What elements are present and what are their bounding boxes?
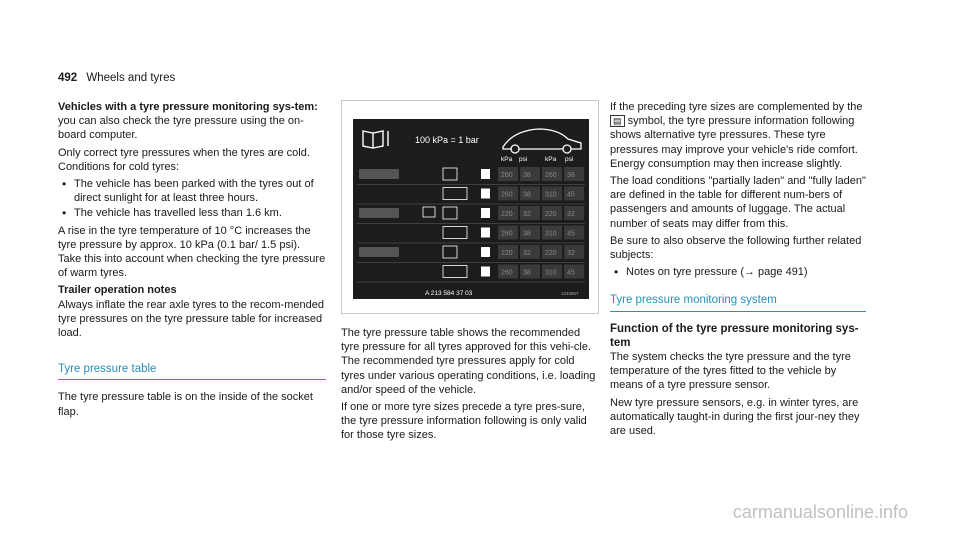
table-explanation-text: The tyre pressure table shows the recommended tyre pressure for all tyres approved for this vehi-cle. The recommended tyre pressures apply for cold tyres under various operating conditions, i.e. loading and/or speed of the vehicle.: [341, 327, 596, 396]
vehicles-paragraph: [58, 100, 326, 143]
list-item[interactable]: • Notes on tyre pressure (→ page 491): [610, 265, 866, 279]
page-number: 492: [58, 72, 78, 84]
pressure-value: 32: [523, 211, 531, 218]
label-header-text: 100 kPa = 1 bar: [415, 135, 479, 145]
pressure-value: 260: [501, 230, 513, 238]
pressure-value: 32: [567, 211, 575, 218]
luggage-icon: [481, 169, 490, 179]
tyre-sizes-text: If one or more tyre sizes precede a tyre pres-sure, the tyre pressure information following is only valid for those tyre sizes.: [341, 401, 587, 442]
monitoring-system-title: Tyre pressure monitoring system: [610, 293, 866, 311]
pressure-value: 260: [501, 191, 513, 199]
tyre-pressure-table-title: Tyre pressure table: [58, 362, 326, 380]
trailer-heading: Trailer operation notes: [58, 284, 177, 297]
luggage-icon: [481, 267, 490, 277]
trailer-text: Always inflate the rear axle tyres to the recom-mended tyre pressures on the tyre pressure table for increased load.: [58, 298, 324, 340]
luggage-icon: [481, 228, 490, 238]
pressure-value: 32: [567, 250, 575, 257]
tyre-size-placeholder: [359, 208, 399, 218]
further-subjects-text: Be sure to also observe the following further related subjects:: [610, 234, 862, 262]
column-left: [58, 100, 326, 422]
pressure-value: 38: [523, 269, 531, 277]
pressure-value: 32: [523, 250, 531, 257]
pressure-value: 310: [545, 191, 557, 199]
list-item: • The vehicle has travelled less than 1.6 km.: [58, 206, 326, 220]
pressure-value: 220: [501, 250, 513, 257]
pressure-value: 38: [523, 230, 531, 238]
tyre-pressure-label-image: [353, 119, 589, 299]
section-title: Wheels and tyres: [86, 72, 176, 84]
tyre-size-placeholder: [359, 247, 399, 257]
column-right: [610, 100, 866, 441]
pressure-value: 220: [501, 211, 513, 218]
unit-psi-rear: psi: [565, 156, 574, 163]
unit-kpa-front: kPa: [501, 156, 513, 163]
unit-kpa-rear: kPa: [545, 156, 557, 163]
related-subjects-list: [610, 265, 866, 279]
pressure-value: 45: [567, 191, 575, 199]
pressure-value: 260: [545, 172, 557, 179]
cold-tyre-conditions: [58, 177, 326, 221]
pressure-value: 45: [567, 230, 575, 238]
alternative-pressures-text: [610, 100, 866, 171]
pressure-value: 310: [545, 269, 557, 277]
image-code: 1234567: [561, 291, 579, 296]
function-heading: Function of the tyre pressure monitoring sys-tem: [610, 322, 859, 349]
column-middle: [341, 100, 599, 446]
tyre-size-placeholder: [359, 169, 399, 179]
comfort-symbol-icon: ▤: [610, 115, 625, 127]
function-text: The system checks the tyre pressure and the tyre temperature of the tyres fitted to the vehicle by means of a tyre pressure sensor.: [610, 351, 851, 392]
only-correct-text: Only correct tyre pressures when the tyres are cold. Conditions for cold tyres:: [58, 146, 310, 173]
luggage-icon: [481, 189, 490, 199]
pressure-value: 38: [523, 172, 531, 179]
list-item: • The vehicle has been parked with the tyres out of direct sunlight for at least three hours.: [58, 177, 326, 205]
pressure-value: 220: [545, 250, 557, 257]
load-conditions-text: The load conditions "partially laden" and "fully laden" are defined in the table for different num-bers of passengers and amounts of luggage. The actual number of seats may differ from this.: [610, 175, 866, 230]
temperature-rise-text: A rise in the tyre temperature of 10 °C increases the tyre pressure by approx. 10 kPa (0.1 bar/ 1.5 psi). Take this into account when checking the tyre pressure of warm tyres.: [58, 224, 326, 280]
pressure-value: 38: [523, 191, 531, 199]
alternative-pressures-text-a: If the preceding tyre sizes are complemented by the: [610, 101, 863, 113]
alternative-pressures-text-b: symbol, the tyre pressure information following shows alternative tyre pressures. These tyre pressures may improve your vehicle's ride comfort. Energy consumption may then increase slightly.: [610, 115, 858, 170]
tyre-pressure-label-figure: [341, 100, 599, 314]
unit-psi-front: psi: [519, 156, 528, 163]
pressure-value: 38: [567, 172, 575, 179]
pressure-value: 45: [567, 269, 575, 277]
pressure-value: 220: [545, 211, 557, 218]
part-number: A 213 584 37 03: [425, 290, 473, 297]
pressure-value: 260: [501, 269, 513, 277]
luggage-icon: [481, 247, 490, 257]
page-header: [58, 72, 175, 84]
pressure-value: 260: [501, 172, 513, 179]
watermark: carmanualsonline.info: [732, 502, 908, 522]
pressure-value: 310: [545, 230, 557, 238]
new-sensors-text: New tyre pressure sensors, e.g. in winter tyres, are automatically taught-in during the first jour-ney they are used.: [610, 396, 860, 438]
vehicles-heading: Vehicles with a tyre pressure monitoring sys-tem:: [58, 101, 318, 113]
vehicles-text: you can also check the tyre pressure using the on-board computer.: [58, 115, 304, 142]
tyre-pressure-table-text: The tyre pressure table is on the inside of the socket flap.: [58, 391, 313, 418]
luggage-icon: [481, 208, 490, 218]
